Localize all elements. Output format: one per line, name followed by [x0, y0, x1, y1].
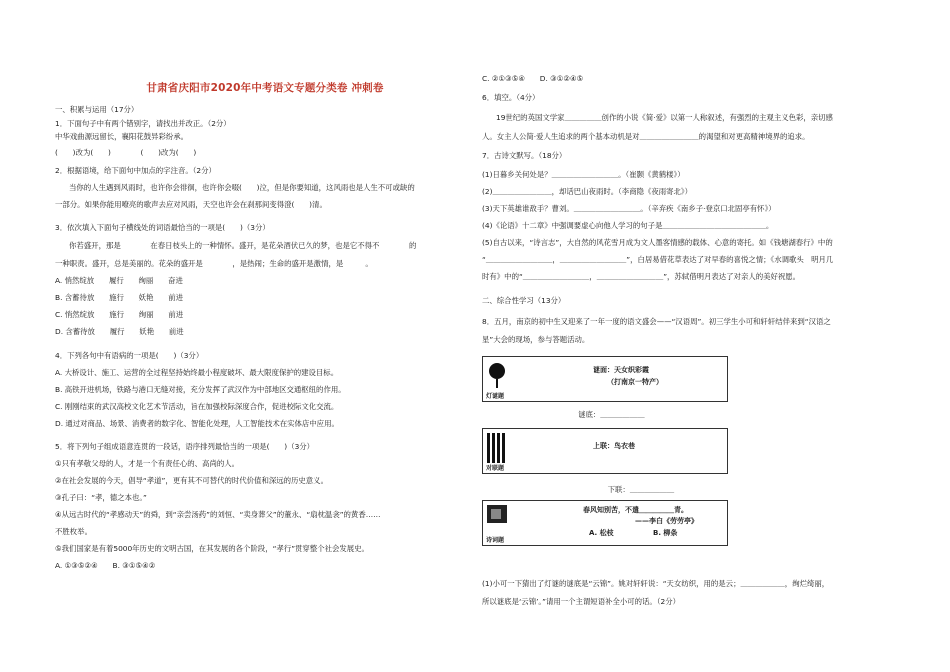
right-text-line: (1)日暮乡关何处是？＿＿＿＿＿＿＿＿＿。（崔颢《黄鹤楼》） [482, 170, 685, 179]
left-text-line: 5．将下列句子组成语意连贯的一段话，语序排列最恰当的一项是( )（3分） [55, 442, 315, 451]
left-text-line: B. 高铁开进机场，铁路与港口无缝对接，充分发挥了武汉作为中部地区交通枢纽的作用。 [55, 385, 346, 394]
couplet-label: 对联题 [486, 465, 505, 472]
poem-image-detail [491, 509, 501, 519]
left-text-line: ③孔子曰：“孝，德之本也。” [55, 493, 147, 502]
left-text-line: 1．下面句子中有两个错别字，请找出并改正。（2分） [55, 119, 231, 128]
lantern-tassel [496, 379, 498, 388]
left-text-line: D. 含蓄待放 履行 妖艳 前进 [55, 327, 184, 336]
riddle-label: 灯谜题 [486, 393, 505, 400]
couplet-line1: 上联：鸟衣巷 [593, 442, 635, 450]
left-text-line: ⑤我们国家是有着5000年历史的文明古国，在其发展的各个阶段，“孝行”贯穿整个社会发展史。 [55, 544, 369, 553]
page-title: 甘肃省庆阳市2020年中考语文专题分类卷 冲刺卷 [146, 82, 384, 94]
right-text-line: 时有》中的“＿＿＿＿＿＿＿＿＿，＿＿＿＿＿＿＿＿＿”，苏轼借明月表达了对亲人的美好祝愿。 [482, 272, 801, 281]
left-text-line: 一部分。如果你能用嘹亮的歌声去应对风雨，天空也许会在刹那间变得澄( )清。 [55, 200, 327, 209]
left-text-line: ②在社会发展的今天，倡导“孝道”，更有其不可替代的时代价值和深远的历史意义。 [55, 476, 328, 485]
right-text-line: 下联：＿＿＿＿＿＿ [482, 485, 675, 494]
left-text-line: B. 含蓄待放 施行 妖艳 前进 [55, 293, 184, 302]
poem-line2: ——李白《劳劳亭》 [635, 517, 698, 525]
right-text-line: C. ②①③⑤④ D. ③①②④⑤ [482, 74, 584, 83]
right-text-line: 8．五月，南京的初中生又迎来了一年一度的语文盛会——“汉语周”。初三学生小可和轩轩结伴来到“汉语之 [482, 317, 831, 326]
right-text-line: 二、综合性学习（13分） [482, 296, 566, 305]
right-text-line: (4)《论语》十二章》中强调要虚心向他人学习的句子是＿＿＿＿＿＿＿＿＿＿＿＿＿＿。 [482, 221, 774, 230]
left-text-line: 一、积累与运用（17分） [55, 105, 139, 114]
scroll-icon [487, 433, 507, 463]
left-text-line: 4．下列各句中有语病的一项是( )（3分） [55, 351, 204, 360]
right-text-line: “＿＿＿＿＿＿＿＿＿，＿＿＿＿＿＿＿＿＿”，白居易借花草表达了对早春的喜悦之情；《水调歌头 明月几 [482, 255, 834, 264]
left-text-line: ①只有孝敬父母的人，才是一个有责任心的、高尚的人。 [55, 459, 240, 468]
left-text-line: A. 悄然绽放 履行 绚丽 奋进 [55, 276, 183, 285]
riddle-panel [482, 356, 728, 402]
left-text-line: 当你的人生遇到风雨时，也许你会徘徊，也许你会啜( )泣，但是你要知道，这风雨也是人生不可或缺的 [69, 183, 415, 192]
left-text-line: D. 通过对商品、场景、消费者的数字化、智能化处理，人工智能技术在实体店中应用。 [55, 419, 339, 428]
right-text-line: (1)小可一下猜出了灯谜的谜底是“云锦”。姚对轩轩说：“天女纺织，用的是云；＿＿＿＿＿＿，绚烂绮丽， [482, 579, 830, 588]
right-text-line: 6．填空。（4分） [482, 93, 540, 102]
left-text-line: 2．根据语境，给下面句中加点的字注音。（2分） [55, 166, 216, 175]
couplet-panel [482, 428, 728, 474]
riddle-line2: （打南京一特产） [607, 378, 663, 386]
right-text-line: 19世纪的英国文学家＿＿＿＿＿创作的小说《简·爱》以第一人称叙述，有强烈的主观主义色彩，亲切感 [496, 113, 833, 122]
right-text-line: 人。女主人公简·爱人生追求的两个基本动机是对＿＿＿＿＿＿＿＿的渴望和对更高精神境界的追求。 [482, 132, 810, 141]
left-text-line: 中华戏曲源远留长，襄阳花鼓异彩纷承。 [55, 132, 189, 141]
poem-option-b: B. 柳条 [653, 529, 678, 537]
right-text-line: (3)天下英雄谁敌手？曹刘。＿＿＿＿＿＿＿＿＿。（辛弃疾《南乡子·登京口北固亭有怀》） [482, 204, 776, 213]
right-text-line: 星”大会的现场，参与答题活动。 [482, 335, 590, 344]
riddle-line1: 谜面：天女织彩霞 [593, 366, 649, 374]
right-text-line: 所以谜底是‘云锦’。”请用一个主谓短语补全小可的话。（2分） [482, 597, 680, 606]
left-text-line: 不胜枚举。 [55, 527, 92, 536]
right-text-line: 谜底：＿＿＿＿＿＿ [482, 410, 645, 419]
poem-panel [482, 500, 728, 546]
right-text-line: 7．古诗文默写。（18分） [482, 151, 567, 160]
poem-option-a: A. 松枝 [589, 529, 614, 537]
left-text-line: 你若盛开，那是 在春日枝头上的一种情怀。盛开，是花朵酒伏已久的梦，也是它不得不 的 [69, 241, 417, 250]
right-text-line: (5)自古以来，“诗言志”，大自然的风花雪月成为文人墨客情感的载体、心意的寄托。如《钱塘湖春行》中的 [482, 238, 833, 247]
left-text-line: ( )改为( ) ( )改为( ) [55, 148, 197, 157]
left-text-line: 3．依次填入下面句子横线处的词语最恰当的一项是( )（3分） [55, 223, 270, 232]
poem-line1: 春风知别苦，不遣＿＿＿＿＿青。 [583, 506, 688, 514]
left-text-line: A. ①③⑤②④ B. ③①⑤④② [55, 561, 156, 570]
left-text-line: C. 刚刚结束的武汉高校文化艺术节活动，旨在加强校际深度合作，促进校际文化交流。 [55, 402, 339, 411]
left-text-line: ④从远古时代的“孝感动天”的舜，到“亲尝汤药”的刘恒、“卖身葬父”的董永、“扇枕温衾”的黄香…… [55, 510, 381, 519]
lantern-icon [489, 363, 505, 379]
left-text-line: A. 大桥设计、施工、运营的全过程坚持始终最小程度破坏、最大限度保护的建设目标。 [55, 368, 339, 377]
poem-label: 诗词题 [486, 537, 505, 544]
left-text-line: C. 悄然绽放 施行 绚丽 前进 [55, 310, 184, 319]
right-text-line: (2)＿＿＿＿＿＿＿＿，却话巴山夜雨时。（李商隐《夜雨寄北》） [482, 187, 693, 196]
left-text-line: 一种职责。盛开，总是美丽的。花朵的盛开是 ，是热闹；生命的盛开是激情，是 。 [55, 259, 373, 268]
